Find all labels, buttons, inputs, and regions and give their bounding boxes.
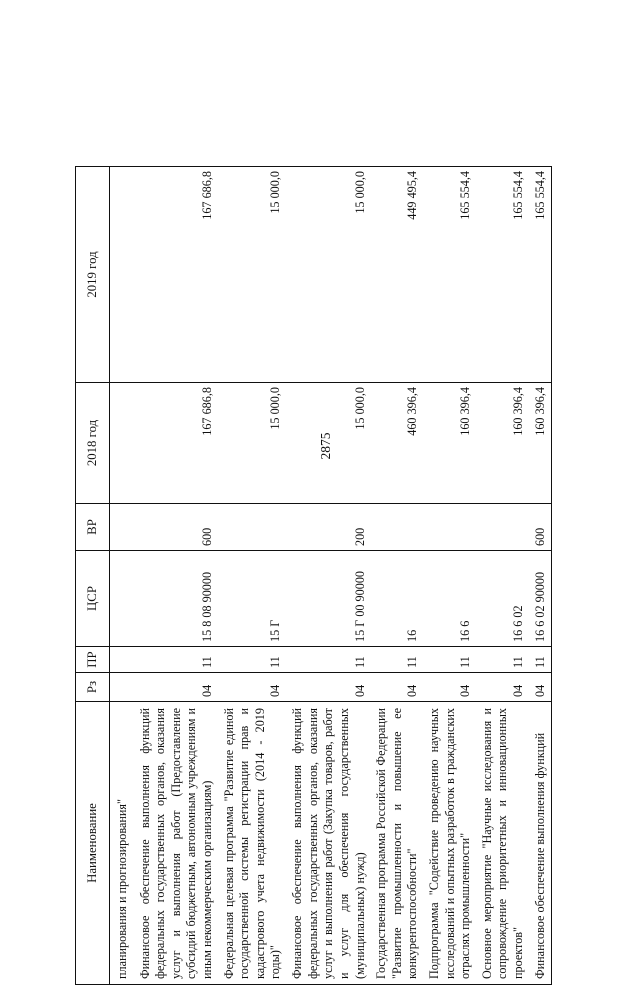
row-2018: 160 396,4 [477,383,530,504]
row-2018 [110,383,135,504]
row-pr: 11 [219,647,287,673]
budget-table-rotated [75,167,591,985]
row-csr: 15 Г [219,551,287,647]
row-csr [110,551,135,647]
table-row [530,167,552,985]
row-2019 [110,167,135,383]
row-vr: 200 [287,504,371,551]
table-row [477,167,530,985]
row-2019: 165 554,4 [477,167,530,383]
row-name: Государственная программа Российской Федерации "Развитие промышленности и повышение ее конкурентоспособности" [371,702,424,985]
row-2018: 15 000,0 [287,383,371,504]
row-vr: 600 [530,504,552,551]
row-2019: 165 554,4 [424,167,477,383]
row-csr: 16 6 02 90000 [530,551,552,647]
row-pr: 11 [287,647,371,673]
row-csr: 16 6 02 [477,551,530,647]
row-csr: 16 6 [424,551,477,647]
row-pr: 11 [135,647,219,673]
header-pr: ПР [76,647,110,673]
row-2019: 167 686,8 [135,167,219,383]
row-rz [110,673,135,702]
row-pr [110,647,135,673]
row-name: Финансовое обеспечение выполнения функций федеральных государственных органов, оказания услуг и выполнения работ (Закупка товаров, работ и услуг для обеспечения государственных (муниципальных) нужд) [287,702,371,985]
header-rz: Рз [76,673,110,702]
row-vr [219,504,287,551]
page-number: 2875 [318,432,333,460]
table-row [371,167,424,985]
table-header-row [76,167,110,985]
row-2019: 15 000,0 [219,167,287,383]
row-rz: 04 [424,673,477,702]
row-rz: 04 [371,673,424,702]
row-name: Финансовое обеспечение выполнения функций федеральных государственных органов, оказания услуг и выполнения работ (Предоставление субсидий бюджетным, автономным учреждениям и иным некоммерческим организациям) [135,702,219,985]
row-pr: 11 [424,647,477,673]
row-rz: 04 [287,673,371,702]
table-row [287,167,371,985]
budget-table [75,166,552,985]
row-2018: 160 396,4 [424,383,477,504]
header-csr: ЦСР [76,551,110,647]
table-row [424,167,477,985]
header-vr: ВР [76,504,110,551]
row-csr: 15 Г 00 90000 [287,551,371,647]
row-2018: 167 686,8 [135,383,219,504]
row-name: Подпрограмма "Содействие проведению научных исследований и опытных разработок в гражданских отраслях промышленности" [424,702,477,985]
row-name: Основное мероприятие "Научные исследования и сопровождение приоритетных и инновационных проектов" [477,702,530,985]
row-name: планирования и прогнозирования" [110,702,135,985]
row-vr [110,504,135,551]
row-pr: 11 [530,647,552,673]
row-2019: 165 554,4 [530,167,552,383]
table-row [219,167,287,985]
row-rz: 04 [219,673,287,702]
table-row [110,167,135,985]
row-rz: 04 [477,673,530,702]
row-vr [424,504,477,551]
header-2018: 2018 год [76,383,110,504]
row-vr: 600 [135,504,219,551]
row-2019: 15 000,0 [287,167,371,383]
row-csr: 16 [371,551,424,647]
row-vr [371,504,424,551]
row-pr: 11 [477,647,530,673]
row-csr: 15 8 08 90000 [135,551,219,647]
header-2019: 2019 год [76,167,110,383]
row-2019: 449 495,4 [371,167,424,383]
row-rz: 04 [135,673,219,702]
row-vr [477,504,530,551]
row-2018: 160 396,4 [530,383,552,504]
row-name: Федеральная целевая программа "Развитие единой государственной системы регистрации прав и кадастрового учета недвижимости (2014 - 2019 годы)" [219,702,287,985]
row-pr: 11 [371,647,424,673]
table-row [135,167,219,985]
row-2018: 15 000,0 [219,383,287,504]
header-name: Наименование [76,702,110,985]
row-2018: 460 396,4 [371,383,424,504]
row-rz: 04 [530,673,552,702]
row-name: Финансовое обеспечение выполнения функций [530,702,552,985]
